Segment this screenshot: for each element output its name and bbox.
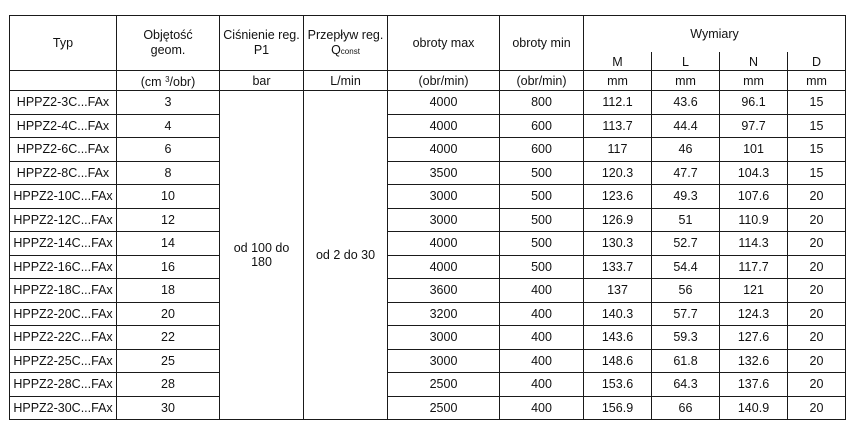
cell-d: 20 [788,255,846,279]
table-row [10,114,846,138]
cell-cisnienie-merged: od 100 do 180 [220,91,304,420]
cell-typ: HPPZ2-14C...FAx [10,232,117,256]
cell-d: 20 [788,373,846,397]
cell-objetosc: 16 [117,255,220,279]
cell-objetosc: 30 [117,396,220,420]
cell-m: 117 [584,138,652,162]
cell-d: 20 [788,349,846,373]
cell-n: 96.1 [720,91,788,115]
cell-typ: HPPZ2-28C...FAx [10,373,117,397]
cell-d: 20 [788,208,846,232]
unit-obroty-max: (obr/min) [388,71,500,91]
cell-l: 46 [652,138,720,162]
unit-przeplyw: L/min [304,71,388,91]
cell-obroty-max: 2500 [388,396,500,420]
cell-n: 121 [720,279,788,303]
cell-obroty-min: 400 [500,326,584,350]
cell-typ: HPPZ2-12C...FAx [10,208,117,232]
cell-objetosc: 25 [117,349,220,373]
header-wymiary-l: L [652,52,720,71]
units-row [10,71,846,91]
cell-n: 132.6 [720,349,788,373]
header-typ: Typ [10,16,117,71]
cell-n: 140.9 [720,396,788,420]
cell-obroty-max: 3200 [388,302,500,326]
cell-typ: HPPZ2-20C...FAx [10,302,117,326]
header-wymiary-d: D [788,52,846,71]
cell-l: 59.3 [652,326,720,350]
cell-l: 49.3 [652,185,720,209]
table-row [10,91,846,115]
table-row [10,255,846,279]
cell-n: 97.7 [720,114,788,138]
cell-l: 66 [652,396,720,420]
cell-obroty-min: 500 [500,255,584,279]
cell-przeplyw-merged: od 2 do 30 [304,91,388,420]
cell-m: 123.6 [584,185,652,209]
cell-l: 54.4 [652,255,720,279]
unit-m: mm [584,71,652,91]
table-row [10,185,846,209]
cell-objetosc: 22 [117,326,220,350]
cell-n: 137.6 [720,373,788,397]
table-row [10,279,846,303]
cell-d: 20 [788,326,846,350]
cell-n: 101 [720,138,788,162]
cell-d: 20 [788,185,846,209]
pump-spec-table [9,15,846,420]
cell-m: 113.7 [584,114,652,138]
unit-obroty-min: (obr/min) [500,71,584,91]
cell-objetosc: 20 [117,302,220,326]
cell-l: 44.4 [652,114,720,138]
cell-objetosc: 18 [117,279,220,303]
header-wymiary: Wymiary [584,16,846,53]
cell-d: 15 [788,114,846,138]
table-row [10,232,846,256]
cell-obroty-max: 4000 [388,91,500,115]
cell-m: 120.3 [584,161,652,185]
table-row [10,208,846,232]
unit-cisnienie: bar [220,71,304,91]
cell-objetosc: 3 [117,91,220,115]
cell-obroty-max: 4000 [388,255,500,279]
unit-l: mm [652,71,720,91]
cell-obroty-min: 500 [500,232,584,256]
cell-m: 112.1 [584,91,652,115]
cell-n: 124.3 [720,302,788,326]
cell-typ: HPPZ2-4C...FAx [10,114,117,138]
cell-m: 126.9 [584,208,652,232]
cell-typ: HPPZ2-22C...FAx [10,326,117,350]
cell-n: 127.6 [720,326,788,350]
cell-obroty-min: 500 [500,185,584,209]
cell-typ: HPPZ2-6C...FAx [10,138,117,162]
cell-obroty-min: 500 [500,208,584,232]
cell-obroty-max: 4000 [388,138,500,162]
cell-objetosc: 12 [117,208,220,232]
cell-obroty-max: 3000 [388,185,500,209]
table-row [10,373,846,397]
cell-obroty-max: 4000 [388,232,500,256]
cell-obroty-min: 600 [500,114,584,138]
cell-l: 61.8 [652,349,720,373]
cell-d: 15 [788,138,846,162]
cell-m: 137 [584,279,652,303]
header-cisnienie: Ciśnienie reg. P1 [220,16,304,71]
cell-typ: HPPZ2-16C...FAx [10,255,117,279]
cell-obroty-max: 3000 [388,326,500,350]
cell-obroty-min: 800 [500,91,584,115]
cell-d: 20 [788,302,846,326]
cell-typ: HPPZ2-18C...FAx [10,279,117,303]
header-obroty-min: obroty min [500,16,584,71]
cell-d: 20 [788,396,846,420]
cell-obroty-min: 400 [500,279,584,303]
table-row [10,326,846,350]
cell-obroty-max: 3600 [388,279,500,303]
cell-obroty-min: 500 [500,161,584,185]
cell-obroty-max: 3000 [388,349,500,373]
unit-d: mm [788,71,846,91]
cell-obroty-min: 400 [500,349,584,373]
cell-d: 20 [788,279,846,303]
cell-l: 47.7 [652,161,720,185]
cell-d: 15 [788,161,846,185]
cell-objetosc: 14 [117,232,220,256]
header-przeplyw: Przepływ reg. Qconst [304,16,388,71]
cell-obroty-min: 400 [500,373,584,397]
cell-m: 156.9 [584,396,652,420]
cell-typ: HPPZ2-30C...FAx [10,396,117,420]
cell-m: 148.6 [584,349,652,373]
table-row [10,138,846,162]
cell-l: 57.7 [652,302,720,326]
cell-objetosc: 10 [117,185,220,209]
header-wymiary-m: M [584,52,652,71]
cell-l: 64.3 [652,373,720,397]
cell-m: 153.6 [584,373,652,397]
cell-typ: HPPZ2-8C...FAx [10,161,117,185]
cell-n: 104.3 [720,161,788,185]
table-row [10,161,846,185]
cell-obroty-max: 3500 [388,161,500,185]
cell-l: 52.7 [652,232,720,256]
cell-objetosc: 4 [117,114,220,138]
cell-typ: HPPZ2-25C...FAx [10,349,117,373]
table-row [10,396,846,420]
table-row [10,349,846,373]
cell-obroty-max: 3000 [388,208,500,232]
cell-obroty-min: 600 [500,138,584,162]
cell-n: 114.3 [720,232,788,256]
cell-objetosc: 8 [117,161,220,185]
cell-typ: HPPZ2-10C...FAx [10,185,117,209]
cell-obroty-max: 2500 [388,373,500,397]
cell-obroty-max: 4000 [388,114,500,138]
cell-n: 110.9 [720,208,788,232]
cell-d: 20 [788,232,846,256]
cell-m: 143.6 [584,326,652,350]
unit-typ [10,71,117,91]
cell-typ: HPPZ2-3C...FAx [10,91,117,115]
cell-obroty-min: 400 [500,302,584,326]
cell-m: 140.3 [584,302,652,326]
cell-m: 130.3 [584,232,652,256]
unit-n: mm [720,71,788,91]
cell-objetosc: 28 [117,373,220,397]
header-objetosc: Objętość geom. [117,16,220,71]
cell-m: 133.7 [584,255,652,279]
table-row [10,302,846,326]
cell-l: 43.6 [652,91,720,115]
header-obroty-max: obroty max [388,16,500,71]
cell-objetosc: 6 [117,138,220,162]
cell-n: 107.6 [720,185,788,209]
unit-objetosc: (cm $^3$/obr) [117,71,220,91]
cell-d: 15 [788,91,846,115]
cell-n: 117.7 [720,255,788,279]
cell-l: 56 [652,279,720,303]
cell-l: 51 [652,208,720,232]
cell-obroty-min: 400 [500,396,584,420]
header-wymiary-n: N [720,52,788,71]
